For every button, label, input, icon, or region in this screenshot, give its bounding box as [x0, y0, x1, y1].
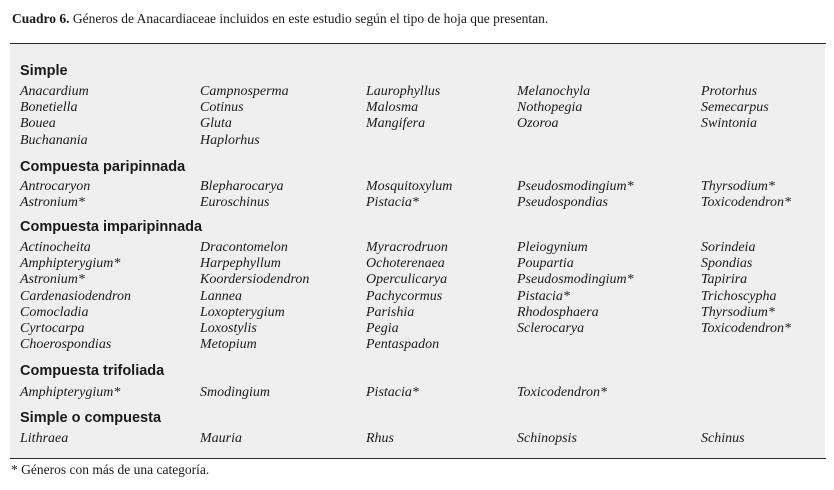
genus-column: [701, 179, 791, 211]
genus-name: Antrocaryon: [20, 179, 91, 194]
genus-name: Rhodosphaera: [517, 304, 599, 320]
genus-column: [366, 385, 419, 401]
genus-name: Actinocheita: [20, 240, 91, 255]
genus-name: Euroschinus: [200, 195, 270, 211]
genus-name: Choerospondias: [20, 337, 112, 353]
genus-name: Pleiogynium: [517, 240, 588, 255]
genus-column: [517, 179, 634, 211]
genus-column: [20, 385, 120, 401]
genus-name: Mauria: [200, 431, 242, 446]
genus-name: Blepharocarya: [200, 179, 284, 194]
genus-column: [20, 84, 89, 149]
genus-column: [200, 385, 270, 401]
genus-name: Lannea: [200, 288, 242, 304]
genus-name: Thyrsodium*: [701, 179, 775, 194]
top-rule: [10, 43, 826, 44]
genus-column: [200, 240, 309, 353]
genus-name: Anacardium: [20, 84, 89, 99]
genus-name: Cardenasiodendron: [20, 288, 131, 304]
genus-name: Buchanania: [20, 132, 88, 148]
genus-name: Sclerocarya: [517, 321, 585, 337]
genus-name: Pseudospondias: [517, 195, 608, 211]
genus-name: Schinus: [701, 431, 745, 446]
genus-column: [701, 84, 769, 133]
genus-name: Harpephyllum: [200, 256, 281, 272]
genus-name: Tapirira: [701, 272, 748, 288]
genus-name: Loxopterygium: [200, 304, 285, 320]
table-caption: [12, 11, 548, 27]
caption-label: Cuadro 6.: [12, 11, 70, 26]
genus-name: Amphipterygium*: [20, 256, 121, 272]
genus-name: Ozoroa: [517, 116, 559, 132]
genus-name: Spondias: [701, 256, 753, 272]
genus-name: Pistacia*: [517, 288, 570, 304]
genus-name: Metopium: [200, 337, 257, 353]
genus-name: Campnosperma: [200, 84, 289, 99]
genus-name: Toxicodendron*: [517, 385, 607, 400]
genus-name: Swintonia: [701, 116, 758, 132]
bottom-rule: [10, 458, 826, 459]
genus-name: Operculicarya: [366, 272, 448, 288]
genus-name: Protorhus: [701, 84, 758, 99]
genus-name: Pistacia*: [366, 195, 419, 211]
genus-name: Pistacia*: [366, 385, 419, 400]
genus-column: [200, 179, 283, 211]
genus-name: Astronium*: [20, 272, 85, 288]
genus-name: Gluta: [200, 116, 232, 132]
genus-name: Lithraea: [20, 431, 69, 446]
genus-name: Bonetiella: [20, 100, 78, 116]
genus-name: Toxicodendron*: [701, 321, 791, 337]
genus-column: [200, 431, 242, 447]
genus-name: Mosquitoxylum: [366, 179, 453, 194]
footnote: * Géneros con más de una categoría.: [11, 462, 210, 477]
genus-name: Loxostylis: [200, 321, 257, 337]
genus-name: Sorindeia: [701, 240, 756, 255]
genus-column: [366, 84, 440, 133]
genus-name: Bouea: [20, 116, 56, 132]
genus-name: Pachycormus: [366, 288, 443, 304]
genus-name: Pseudosmodingium*: [517, 179, 634, 194]
genus-name: Melanochyla: [517, 84, 591, 99]
genus-name: Semecarpus: [701, 100, 769, 116]
section-title: Compuesta trifoliada: [20, 363, 165, 379]
genus-name: Koordersiodendron: [200, 272, 310, 288]
genus-name: Mangifera: [366, 116, 426, 132]
genus-column: [366, 240, 448, 353]
genus-column: [517, 431, 577, 447]
genus-name: Cotinus: [200, 100, 244, 116]
genus-name: Haplorhus: [200, 132, 260, 148]
genus-column: [517, 385, 607, 401]
genus-name: Poupartia: [517, 256, 574, 272]
genus-column: [366, 179, 452, 211]
genus-name: Cyrtocarpa: [20, 321, 85, 337]
genus-name: Pegia: [366, 321, 399, 337]
genus-column: [517, 84, 590, 133]
section-title: Compuesta paripinnada: [20, 159, 186, 175]
genus-name: Astronium*: [20, 195, 85, 211]
section-title: Simple: [20, 63, 68, 79]
section-title: Compuesta imparipinnada: [20, 219, 203, 235]
genus-column: [517, 240, 634, 337]
genus-column: [20, 240, 131, 353]
genus-name: Dracontomelon: [200, 240, 288, 255]
genus-name: Toxicodendron*: [701, 195, 791, 211]
genus-name: Comocladia: [20, 304, 89, 320]
genus-name: Pentaspadon: [366, 337, 440, 353]
genus-name: Pseudosmodingium*: [517, 272, 634, 288]
genus-name: Thyrsodium*: [701, 304, 775, 320]
section-title: Simple o compuesta: [20, 410, 162, 426]
genus-name: Laurophyllus: [366, 84, 441, 99]
genus-name: Myracrodruon: [366, 240, 448, 255]
genus-column: [20, 179, 90, 211]
genus-column: [20, 431, 68, 447]
genus-column: [200, 84, 289, 149]
genus-column: [701, 240, 791, 337]
genus-name: Trichoscypha: [701, 288, 777, 304]
genus-name: Malosma: [366, 100, 419, 116]
genus-name: Rhus: [366, 431, 394, 446]
genus-column: [701, 431, 745, 447]
genus-name: Amphipterygium*: [20, 385, 121, 400]
genus-name: Nothopegia: [517, 100, 583, 116]
genus-name: Ochoterenaea: [366, 256, 445, 272]
genus-name: Schinopsis: [517, 431, 577, 446]
genus-name: Parishia: [366, 304, 415, 320]
caption-text: Géneros de Anacardiaceae incluidos en este estudio según el tipo de hoja que presentan.: [69, 11, 549, 26]
genus-column: [366, 431, 394, 447]
genus-name: Smodingium: [200, 385, 270, 400]
